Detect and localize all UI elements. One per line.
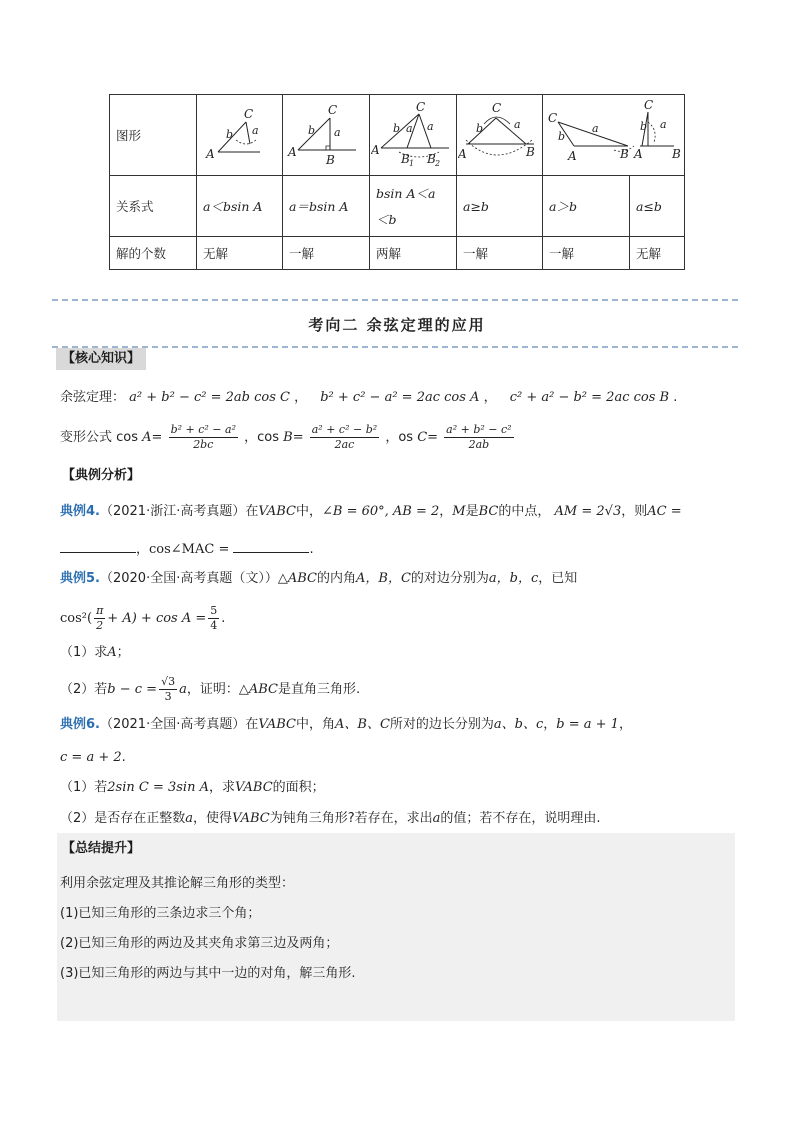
label-a: a bbox=[334, 126, 341, 139]
q2-end: 是直角三角形. bbox=[278, 682, 361, 697]
fraction-cos-c bbox=[444, 423, 513, 452]
q2: （2）若 bbox=[60, 682, 108, 697]
example-4-label: 典例4. bbox=[60, 504, 100, 519]
bc: BC bbox=[478, 504, 499, 519]
text: ， bbox=[439, 504, 453, 519]
figure-cell-4 bbox=[457, 95, 543, 176]
frac-num: b² + c² − a² bbox=[170, 423, 236, 436]
label-B: B bbox=[525, 145, 535, 159]
table-row-count bbox=[110, 237, 685, 270]
fraction-sqrt3-over-3 bbox=[159, 675, 177, 704]
label-C: C bbox=[491, 101, 501, 115]
text: 中， bbox=[295, 504, 322, 519]
label-C: C bbox=[328, 103, 338, 117]
eq-mid: + A) + cos A = bbox=[107, 611, 207, 626]
text: 中，角 bbox=[295, 717, 335, 732]
text: 的中点， bbox=[498, 504, 551, 519]
summary-box bbox=[57, 833, 735, 1021]
label-B: B bbox=[326, 153, 335, 167]
text: 是 bbox=[465, 504, 479, 519]
q2-a: a bbox=[179, 682, 187, 697]
label-a-2: a bbox=[659, 118, 667, 131]
triangle-figure-no-solution bbox=[200, 100, 280, 170]
text: ， bbox=[618, 717, 632, 732]
tag-core-knowledge: 【核心知识】 bbox=[56, 348, 146, 370]
triangle-figures-obtuse-right bbox=[544, 100, 684, 170]
vars-sides: a，b，c bbox=[488, 571, 539, 586]
q2-mid: ，使得 bbox=[193, 811, 233, 826]
frac-num: 5 bbox=[210, 604, 218, 617]
formula-3: c² + a² − b² = 2ac cos B bbox=[509, 390, 670, 405]
q1-mid: ，求 bbox=[208, 780, 235, 795]
relation-3-line2: ＜b bbox=[376, 212, 397, 227]
relation-cell-5: a＞b bbox=[543, 176, 630, 237]
vars-angles: A，B，C bbox=[356, 571, 411, 586]
label-A-2: A bbox=[633, 147, 643, 161]
count-cell-3: 两解 bbox=[370, 237, 457, 270]
relation-3-line1: bsin A＜a bbox=[376, 186, 436, 201]
am: AM = 2√3 bbox=[554, 504, 622, 519]
table-row-figure bbox=[110, 95, 685, 176]
m: M bbox=[452, 504, 466, 519]
q2-a: a bbox=[432, 811, 441, 826]
frac-den: 3 bbox=[164, 690, 172, 703]
figure-cell-5-6 bbox=[543, 95, 685, 176]
b-eq: B= bbox=[283, 430, 304, 445]
example-5-line-1 bbox=[60, 569, 577, 589]
label-a: a bbox=[427, 120, 434, 133]
relation-cell-3 bbox=[370, 176, 457, 237]
line2-end: . bbox=[309, 542, 314, 557]
label-C: C bbox=[416, 100, 426, 114]
example-4-line-1 bbox=[60, 502, 682, 522]
q1-eq: 2sin C = 3sin A bbox=[107, 780, 209, 795]
relation-cell-6: a≤b bbox=[630, 176, 685, 237]
label-C: C bbox=[547, 111, 557, 125]
label-a: a bbox=[513, 118, 521, 131]
summary-item-2: (2)已知三角形的两边及其夹角求第三边及两角； bbox=[60, 936, 339, 951]
cond2: c = a + 2 bbox=[60, 750, 122, 765]
example-5-label: 典例5. bbox=[60, 571, 100, 586]
formula-2: b² + c² − a² = 2ac cos A bbox=[320, 390, 480, 405]
sep-2: ，os bbox=[385, 430, 414, 445]
cond2-end: . bbox=[121, 750, 126, 765]
label-C: C bbox=[243, 107, 253, 121]
frac-den: 2ab bbox=[468, 438, 490, 451]
text: （2020·全国·高考真题（文）） bbox=[99, 571, 278, 586]
example-6-question-1 bbox=[60, 778, 325, 798]
eq-left: cos²( bbox=[60, 611, 93, 626]
q1: （1）若 bbox=[60, 780, 108, 795]
row-label-relation: 关系式 bbox=[110, 176, 197, 237]
example-5-equation bbox=[60, 602, 225, 636]
example-5-question-2 bbox=[60, 674, 360, 706]
fraction-cos-a bbox=[169, 423, 238, 452]
label-B2-sub: 2 bbox=[435, 159, 441, 168]
count-cell-5: 一解 bbox=[543, 237, 630, 270]
q1-var: A bbox=[107, 645, 117, 660]
solution-cases-table bbox=[109, 94, 685, 270]
a-eq: A= bbox=[142, 430, 163, 445]
text: （2021·浙江·高考真题）在 bbox=[99, 504, 259, 519]
table-row-relation bbox=[110, 176, 685, 237]
formula-1: a² + b² − c² = 2ab cos C bbox=[129, 390, 290, 405]
label-b: b bbox=[308, 124, 316, 137]
cond1: b = a + 1 bbox=[556, 717, 619, 732]
figure-cell-2 bbox=[283, 95, 370, 176]
variant-formula-line bbox=[60, 423, 516, 452]
label-A: A bbox=[371, 143, 380, 157]
text: 所对的边长分别为 bbox=[389, 717, 494, 732]
text: 的内角 bbox=[316, 571, 356, 586]
label-a: a bbox=[251, 124, 259, 137]
text: 的对边分别为 bbox=[410, 571, 489, 586]
summary-intro: 利用余弦定理及其推论解三角形的类型： bbox=[60, 876, 295, 891]
text: ， bbox=[543, 717, 557, 732]
c-eq: C= bbox=[417, 430, 439, 445]
dashed-separator-top bbox=[52, 299, 738, 301]
q1-end: 的面积； bbox=[272, 780, 325, 795]
label-b: b bbox=[475, 122, 483, 135]
frac-den: 4 bbox=[210, 619, 218, 632]
text: ，已知 bbox=[538, 571, 578, 586]
angles: A、B、C bbox=[335, 717, 390, 732]
tri: VABC bbox=[235, 780, 273, 795]
example-6-label: 典例6. bbox=[60, 717, 100, 732]
label-B: B bbox=[619, 147, 629, 161]
frac-num: a² + c² − b² bbox=[311, 423, 378, 436]
example-6-line-2 bbox=[60, 748, 126, 768]
label-b: b bbox=[393, 122, 401, 135]
label-b-2: b bbox=[639, 120, 647, 133]
answer-blank-2[interactable] bbox=[233, 538, 309, 553]
figure-cell-1 bbox=[197, 95, 283, 176]
label-A: A bbox=[457, 147, 467, 161]
q2-mid2: 为钝角三角形?若存在，求出 bbox=[269, 811, 433, 826]
label-B1: B bbox=[401, 152, 410, 166]
tri: △ABC bbox=[277, 571, 317, 586]
label-B2: B bbox=[427, 152, 436, 166]
frac-num: a² + b² − c² bbox=[446, 423, 512, 436]
end-dot: . bbox=[673, 390, 678, 405]
q2-mid: ，证明： bbox=[186, 682, 239, 697]
tri: VABC bbox=[232, 811, 270, 826]
sep-1: ，cos bbox=[244, 430, 280, 445]
q1-end: ； bbox=[116, 645, 130, 660]
frac-num: π bbox=[96, 604, 104, 617]
example-5-question-1 bbox=[60, 643, 130, 663]
q2-tri: △ABC bbox=[238, 682, 279, 697]
label-b: b bbox=[557, 130, 565, 143]
relation-cell-1: a＜bsin A bbox=[197, 176, 283, 237]
ac: AC = bbox=[647, 504, 682, 519]
fraction-cos-b bbox=[310, 423, 379, 452]
sides: a、b、c bbox=[493, 717, 544, 732]
eq-end: . bbox=[221, 611, 226, 626]
triangle-figure-a-ge-b bbox=[458, 100, 542, 170]
label-B-2: B bbox=[671, 147, 681, 161]
count-cell-2: 一解 bbox=[283, 237, 370, 270]
tag-summary: 【总结提升】 bbox=[62, 841, 141, 856]
label-A: A bbox=[567, 149, 577, 163]
answer-blank-1[interactable] bbox=[60, 538, 136, 553]
frac-den: 2bc bbox=[193, 438, 214, 451]
cos-law-label: 余弦定理： bbox=[60, 390, 126, 405]
figure-cell-3 bbox=[370, 95, 457, 176]
example-6-line-1 bbox=[60, 715, 632, 735]
line2-mid: ，cos∠MAC = bbox=[136, 542, 230, 557]
count-cell-4: 一解 bbox=[457, 237, 543, 270]
row-label-figure: 图形 bbox=[110, 95, 197, 176]
tag-example-analysis: 【典例分析】 bbox=[62, 468, 141, 483]
count-cell-6: 无解 bbox=[630, 237, 685, 270]
example-6-question-2 bbox=[60, 809, 601, 829]
dashed-separator-bottom bbox=[52, 346, 738, 348]
summary-item-1: (1)已知三角形的三条边求三个角； bbox=[60, 906, 261, 921]
fraction-5-over-4 bbox=[208, 604, 219, 633]
q2-end: 的值；若不存在，说明理由. bbox=[440, 811, 601, 826]
count-cell-1: 无解 bbox=[197, 237, 283, 270]
triangle-figure-one-solution-right bbox=[286, 100, 366, 170]
label-A: A bbox=[288, 145, 297, 159]
text: （2021·全国·高考真题）在 bbox=[99, 717, 259, 732]
tri: VABC bbox=[258, 717, 296, 732]
label-b: b bbox=[225, 128, 233, 141]
q2-a: a bbox=[185, 811, 194, 826]
example-4-line-2 bbox=[60, 538, 314, 560]
frac-den: 2 bbox=[96, 619, 104, 632]
label-a: a bbox=[591, 122, 599, 135]
triangle-figure-two-solutions bbox=[371, 100, 455, 170]
relation-cell-4: a≥b bbox=[457, 176, 543, 237]
label-C-2: C bbox=[643, 100, 653, 112]
tri: VABC bbox=[258, 504, 296, 519]
label-B1-sub: 1 bbox=[409, 159, 415, 168]
relation-cell-2: a＝bsin A bbox=[283, 176, 370, 237]
cond: ∠B = 60°, AB = 2 bbox=[322, 504, 440, 519]
summary-item-3: (3)已知三角形的两边与其中一边的对角，解三角形. bbox=[60, 966, 356, 981]
text: ，则 bbox=[621, 504, 648, 519]
q2-eq: b − c = bbox=[107, 682, 158, 697]
frac-num: √3 bbox=[161, 675, 176, 688]
cos-law-line: 余弦定理： a² + b² − c² = 2ab cos C ， b² + c² − a² = 2ac cos A ， c² + a² − b² = 2ac cos B . bbox=[60, 390, 678, 405]
row-label-count: 解的个数 bbox=[110, 237, 197, 270]
q1: （1）求 bbox=[60, 645, 108, 660]
fraction-pi-over-2 bbox=[94, 604, 105, 633]
label-A: A bbox=[205, 147, 215, 161]
variant-label: 变形公式 cos bbox=[60, 430, 139, 445]
label-a-2: a bbox=[406, 122, 413, 135]
q2: （2）是否存在正整数 bbox=[60, 811, 186, 826]
frac-den: 2ac bbox=[334, 438, 355, 451]
section-title: 考向二 余弦定理的应用 bbox=[308, 316, 486, 334]
